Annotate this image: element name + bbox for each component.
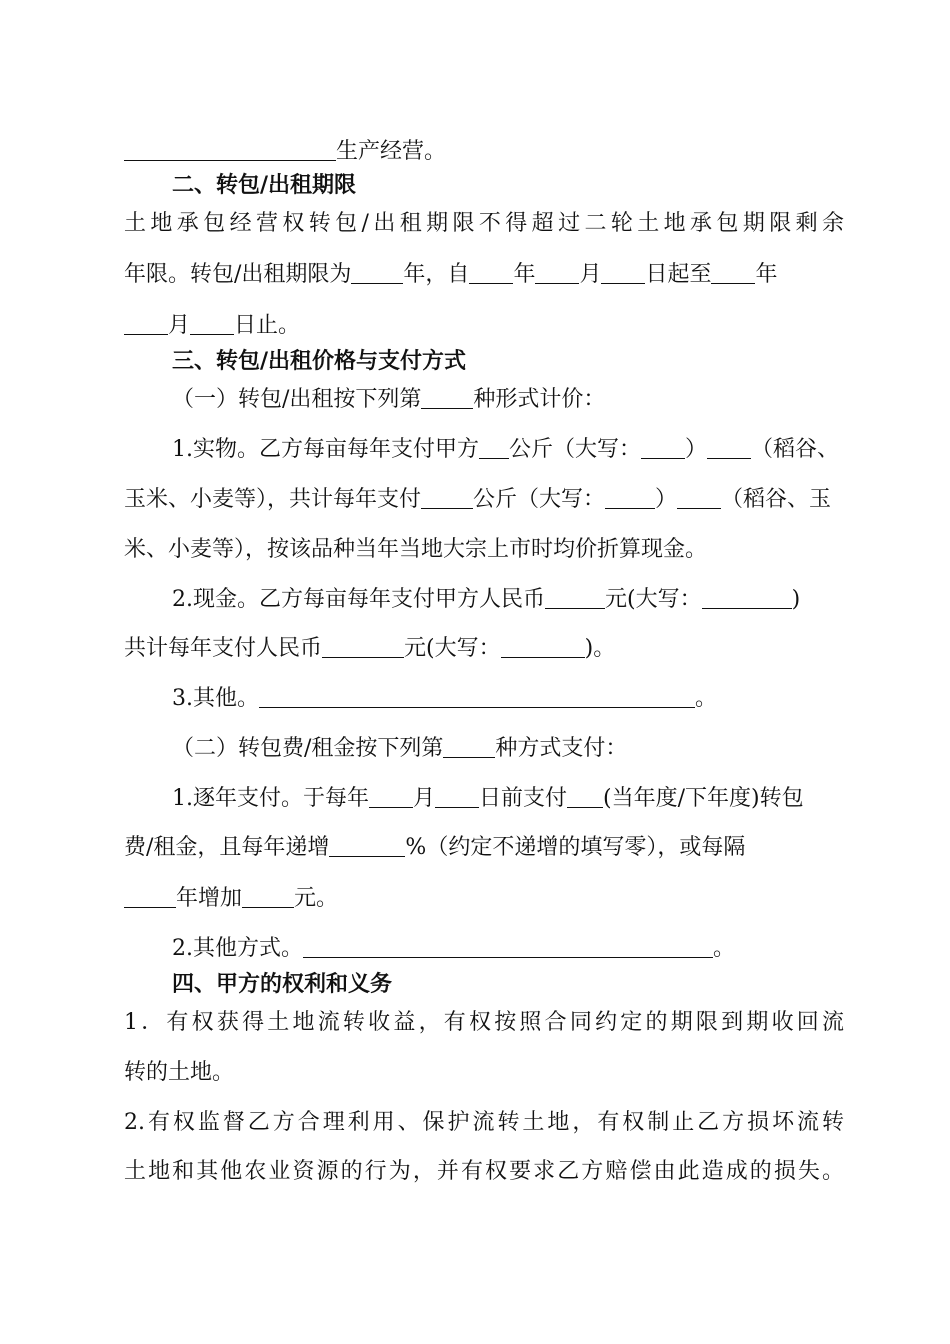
subsection-pricing: （一）转包/出租按下列第 种形式计价： <box>172 387 606 412</box>
item-other-pricing: 3.其他。 。 <box>172 686 718 711</box>
paragraph-term-line-3: 月 日止。 <box>124 311 300 341</box>
item-in-kind-line-3: 米、小麦等），按该品种当年当地大宗上市时均价折算现金。 <box>124 537 708 562</box>
blank-other-pricing[interactable] <box>259 685 695 708</box>
blank-total-crop-type[interactable] <box>677 486 721 509</box>
blank-total-yuan-words[interactable] <box>501 635 585 658</box>
party-a-right-1-line-1: 1．有权获得土地流转收益，有权按照合同约定的期限到期收回流 <box>124 1010 844 1035</box>
party-a-right-2-line-1: 2.有权监督乙方合理利用、保护流转土地，有权制止乙方损坏流转 <box>124 1110 844 1135</box>
item-other-payment: 2.其他方式。 。 <box>172 936 736 961</box>
blank-form-number[interactable] <box>421 386 473 409</box>
section-heading-party-a: 四、甲方的权利和义务 <box>172 972 393 997</box>
blank-total-kg-words[interactable] <box>605 486 655 509</box>
paragraph-term-line-1: 土地承包经营权转包/出租期限不得超过二轮土地承包期限剩余 <box>124 211 844 236</box>
blank-end-month[interactable] <box>124 312 168 335</box>
blank-increase-percent[interactable] <box>329 834 405 857</box>
paragraph-term-line-2: 年限。转包/出租期限为 年，自 年 月 日起至 年 <box>124 262 778 287</box>
blank-field[interactable] <box>124 138 336 161</box>
party-a-right-2-line-2: 土地和其他农业资源的行为，并有权要求乙方赔偿由此造成的损失。 <box>124 1159 844 1184</box>
blank-other-payment[interactable] <box>303 935 713 958</box>
section-heading-price: 三、转包/出租价格与支付方式 <box>172 349 467 374</box>
blank-end-year[interactable] <box>711 261 755 284</box>
blank-interval-years[interactable] <box>124 885 176 908</box>
blank-start-year[interactable] <box>469 261 513 284</box>
blank-yuan-per-mu[interactable] <box>545 586 605 609</box>
blank-start-month[interactable] <box>535 261 579 284</box>
blank-total-yuan[interactable] <box>322 635 404 658</box>
blank-total-kg[interactable] <box>421 486 473 509</box>
blank-end-day[interactable] <box>190 312 234 335</box>
blank-yuan-per-mu-words[interactable] <box>702 586 792 609</box>
item-annual-payment-line-1: 1.逐年支付。于每年 月 日前支付 (当年度/下年度)转包 <box>172 786 804 811</box>
blank-kg-per-mu[interactable] <box>479 436 509 459</box>
blank-pay-period[interactable] <box>567 785 603 808</box>
blank-payment-method[interactable] <box>443 735 495 758</box>
item-annual-payment-line-2: 费/租金，且每年递增 %（约定不递增的填写零），或每隔 <box>124 835 746 860</box>
section-heading-term: 二、转包/出租期限 <box>172 173 357 198</box>
blank-pay-month[interactable] <box>369 785 413 808</box>
item-in-kind-line-2: 玉米、小麦等），共计每年支付 公斤（大写： ） （稻谷、玉 <box>124 487 832 512</box>
item-in-kind-line-1: 1.实物。乙方每亩每年支付甲方 公斤（大写： ） （稻谷、 <box>172 437 840 462</box>
blank-crop-type[interactable] <box>707 436 751 459</box>
party-a-right-1-line-2: 转的土地。 <box>124 1060 235 1085</box>
blank-pay-day[interactable] <box>435 785 479 808</box>
blank-years[interactable] <box>351 261 403 284</box>
item-cash-line-1: 2.现金。乙方每亩每年支付甲方人民币 元(大写： ) <box>172 587 801 612</box>
subsection-payment: （二）转包费/租金按下列第 种方式支付： <box>172 736 628 761</box>
item-cash-line-2: 共计每年支付人民币 元(大写： )。 <box>124 636 616 661</box>
blank-start-day[interactable] <box>601 261 645 284</box>
item-annual-payment-line-3: 年增加 元。 <box>124 884 338 914</box>
blank-kg-per-mu-words[interactable] <box>641 436 685 459</box>
blank-increase-yuan[interactable] <box>242 885 294 908</box>
continued-line: 生产经营。 <box>124 137 446 167</box>
